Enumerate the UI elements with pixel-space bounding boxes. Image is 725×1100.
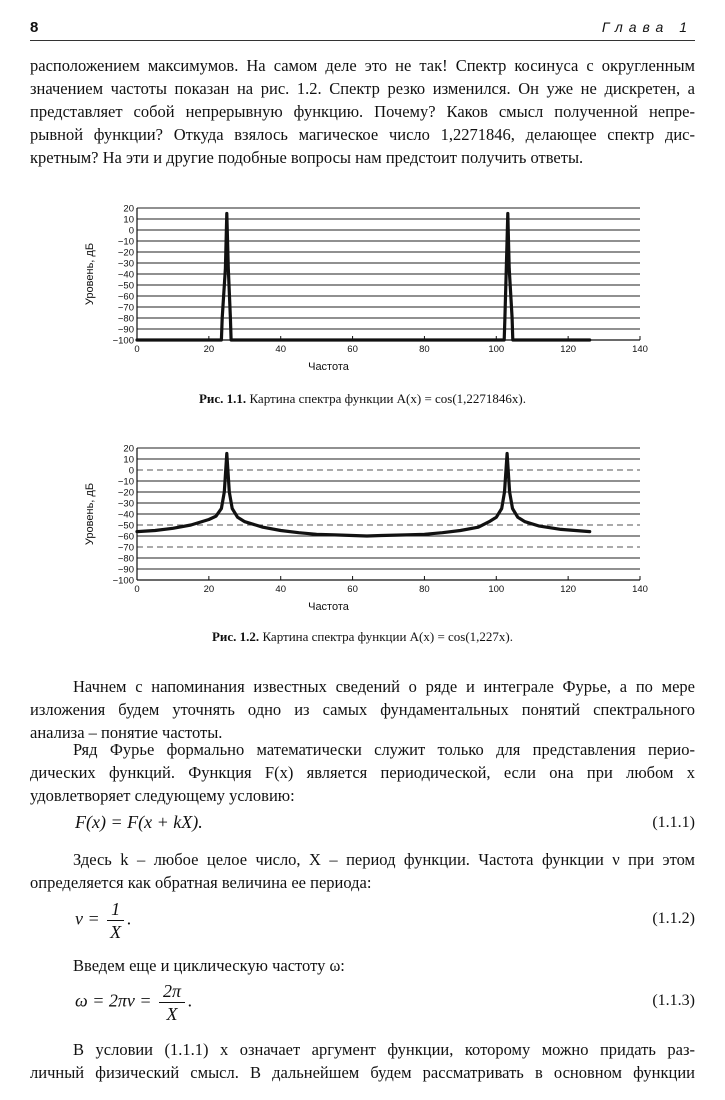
text-line: анализа – понятие частоты.	[30, 723, 223, 742]
series-line	[137, 454, 590, 537]
chapter-title: Глава 1	[601, 19, 693, 35]
figure-text: Картина спектра функции A(x) = cos(1,227x).	[262, 629, 514, 644]
spectrum-chart-1	[76, 198, 666, 378]
text-line: Здесь k – любое целое число, X – период функции. Частота функции ν при этом	[73, 850, 695, 869]
figure-label: Рис. 1.2.	[211, 629, 260, 644]
text-line: Начнем с напоминания известных сведений о ряде и интеграле Фурье, а по мере	[73, 677, 695, 696]
x-tick-label: 20	[203, 344, 215, 355]
x-tick-label: 60	[347, 344, 358, 355]
y-tick-label: −100	[112, 575, 134, 587]
y-tick-label: −40	[117, 269, 134, 281]
text-line: Ряд Фурье формально математически служит только для представления перио-	[73, 740, 695, 759]
figure-text: Картина спектра функции A(x) = cos(1,2271846x).	[249, 391, 527, 406]
x-tick-label: 0	[134, 344, 140, 355]
y-tick-label: −100	[112, 335, 134, 347]
page-number: 8	[30, 19, 39, 36]
y-tick-label: 20	[123, 203, 134, 215]
text-line: изложения будем уточнять одно из самых фундаментальных понятий спектрального	[30, 700, 695, 719]
y-tick-label: −80	[117, 313, 134, 325]
equation-number-1: (1.1.1)	[652, 814, 695, 831]
y-tick-label: −70	[117, 302, 134, 314]
y-tick-label: −40	[117, 509, 134, 521]
y-tick-label: −70	[117, 542, 134, 554]
text-line: Введем еще и циклическую частоту ω:	[73, 956, 345, 975]
y-tick-label: −90	[117, 324, 134, 336]
y-tick-label: 0	[128, 225, 134, 237]
figure-caption-1	[30, 391, 695, 407]
equation-1: F(x) = F(x + kX).	[75, 812, 203, 832]
body-paragraph-3-cont	[30, 871, 695, 894]
equation-lhs: ω = 2πν =	[75, 990, 152, 1011]
figure-label: Рис. 1.1.	[198, 391, 247, 406]
text-line: В условии (1.1.1) x означает аргумент функции, которому можно придать раз-	[73, 1040, 695, 1059]
equation-number-2: (1.1.2)	[652, 910, 695, 927]
x-tick-label: 20	[203, 584, 215, 595]
x-tick-label: 40	[275, 344, 287, 355]
body-paragraph-1	[30, 675, 695, 698]
text-line: значением частоты показан на рис. 1.2. Спектр резко изменился. Он уже не дискретен, а	[30, 79, 695, 98]
y-tick-label: 10	[123, 214, 134, 226]
x-tick-label: 100	[488, 584, 505, 595]
body-paragraph-3	[30, 848, 695, 871]
x-tick-label: 80	[419, 344, 430, 355]
text-line: дических функций. Функция F(x) является периодической, если она при любом x	[30, 763, 695, 782]
spectrum-chart-2	[76, 438, 666, 618]
figure-caption-2	[30, 629, 695, 645]
equation-3	[75, 980, 193, 1025]
text-line: определяется как обратная величина ее периода:	[30, 873, 372, 892]
body-paragraph-2-cont	[30, 761, 695, 807]
fraction	[107, 898, 124, 943]
fraction-denominator: X	[110, 922, 122, 942]
equation-number-3: (1.1.3)	[652, 992, 695, 1009]
fraction	[159, 980, 185, 1025]
text-line: личный физический смысл. В дальнейшем будем рассматривать в основном функции	[30, 1063, 695, 1082]
text-line: удовлетворяет следующему условию:	[30, 786, 295, 805]
fraction-numerator: 1	[107, 898, 124, 921]
equation-tail: .	[188, 990, 193, 1011]
y-tick-label: −10	[117, 476, 134, 488]
text-line: кретным? На эти и другие подобные вопросы нам предстоит получить ответы.	[30, 148, 584, 167]
y-tick-label: 0	[128, 465, 134, 477]
y-tick-label: −20	[117, 247, 134, 259]
series-line	[137, 214, 590, 341]
y-tick-label: 10	[123, 454, 134, 466]
y-tick-label: −60	[117, 531, 134, 543]
x-tick-label: 40	[275, 584, 287, 595]
x-tick-label: 120	[560, 344, 577, 355]
y-tick-label: 20	[123, 443, 134, 455]
body-paragraph-5-cont	[30, 1061, 695, 1084]
y-tick-label: −90	[117, 564, 134, 576]
y-tick-label: −80	[117, 553, 134, 565]
x-tick-label: 80	[419, 584, 430, 595]
y-tick-label: −30	[117, 498, 134, 510]
text-line: рывной функции? Откуда взялось магическое число 1,2271846, делающее спектр дис-	[30, 125, 695, 144]
fraction-denominator: X	[166, 1004, 178, 1024]
equation-tail: .	[127, 908, 132, 929]
x-tick-label: 60	[347, 584, 358, 595]
x-axis-label: Частота	[308, 601, 349, 613]
intro-paragraph	[30, 54, 695, 169]
running-header	[30, 16, 695, 41]
y-tick-label: −50	[117, 520, 134, 532]
text-line: представляет собой непрерывную функцию. Почему? Каков смысл полученной непре-	[30, 102, 695, 121]
body-paragraph-5	[30, 1038, 695, 1061]
x-axis-label: Частота	[308, 361, 349, 373]
x-tick-label: 0	[134, 584, 140, 595]
equation-lhs: ν =	[75, 908, 100, 929]
x-tick-label: 140	[632, 344, 648, 355]
y-tick-label: −10	[117, 236, 134, 248]
fraction-numerator: 2π	[159, 980, 185, 1003]
y-axis-label: Уровень, дБ	[84, 242, 96, 306]
y-tick-label: −50	[117, 280, 134, 292]
body-paragraph-4	[30, 954, 695, 977]
x-tick-label: 100	[488, 344, 505, 355]
body-paragraph-2	[30, 738, 695, 761]
text-line: расположением максимумов. На самом деле это не так! Спектр косинуса с округленным	[30, 56, 695, 75]
y-tick-label: −20	[117, 487, 134, 499]
x-tick-label: 120	[560, 584, 577, 595]
y-axis-label: Уровень, дБ	[84, 482, 96, 546]
equation-2	[75, 898, 132, 943]
y-tick-label: −30	[117, 258, 134, 270]
y-tick-label: −60	[117, 291, 134, 303]
x-tick-label: 140	[632, 584, 648, 595]
